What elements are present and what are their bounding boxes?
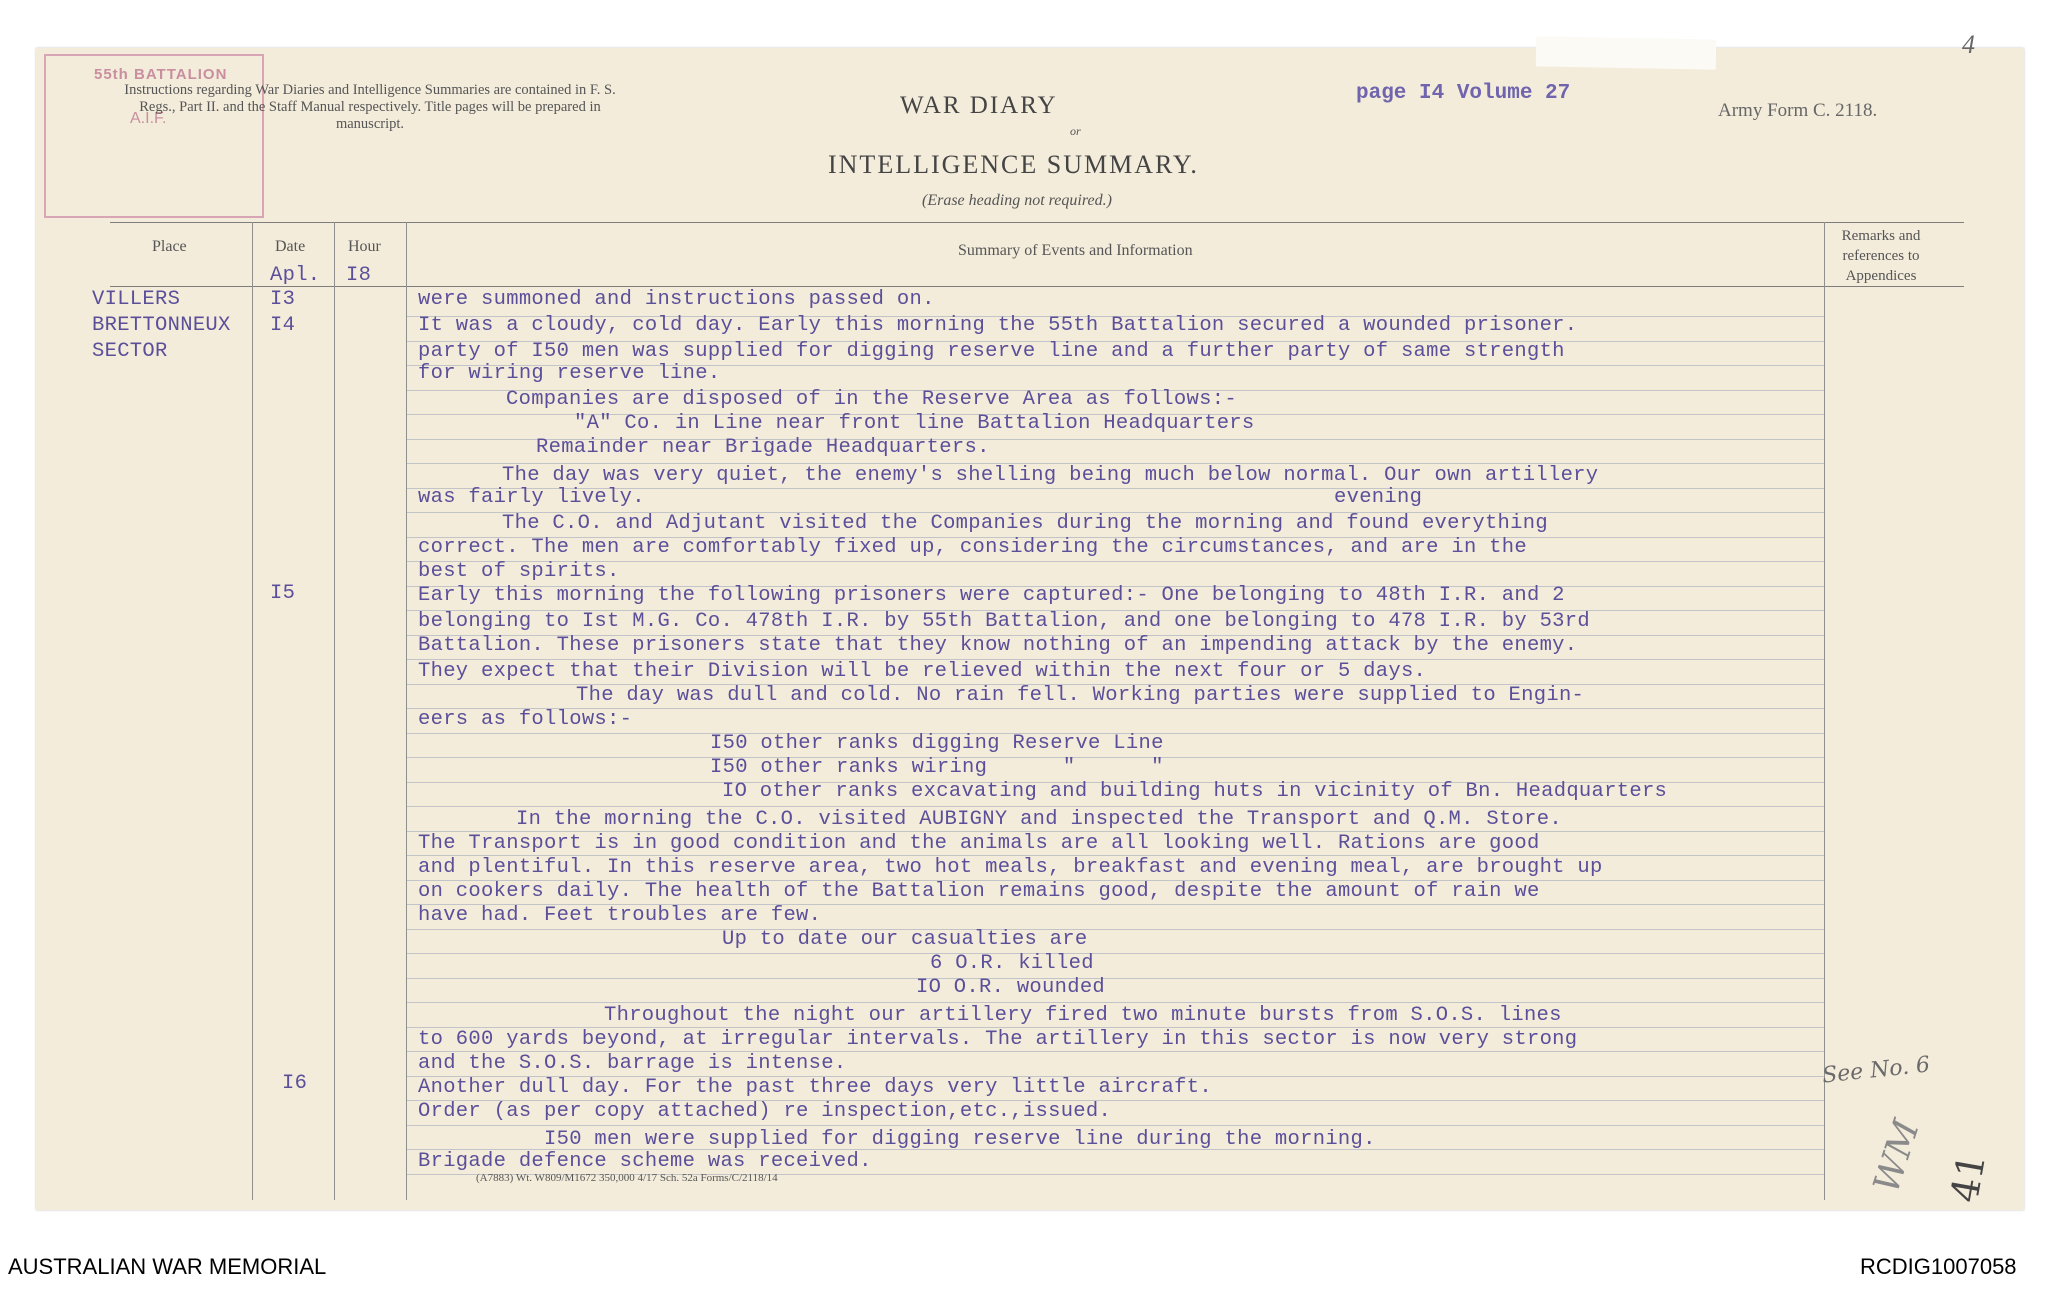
summary-line: best of spirits.: [418, 560, 620, 583]
summary-line: The day was very quiet, the enemy's shelling being much below normal. Our own artillery: [502, 464, 1599, 487]
place-column-header: Place: [152, 238, 187, 255]
summary-line: Remainder near Brigade Headquarters.: [536, 436, 990, 459]
summary-line: Brigade defence scheme was received.: [418, 1150, 872, 1173]
date-entry: I3: [270, 288, 296, 311]
ruled-line: [406, 806, 1824, 807]
ruled-line: [406, 1002, 1824, 1003]
hour-entry: I8: [346, 264, 372, 287]
summary-line: Another dull day. For the past three days very little aircraft.: [418, 1076, 1212, 1099]
remarks-note: See No. 6: [1820, 1052, 1932, 1089]
summary-line: I50 men were supplied for digging reserve line during the morning.: [544, 1128, 1376, 1151]
summary-line: and the S.O.S. barrage is intense.: [418, 1052, 847, 1075]
place-entry: VILLERS: [92, 288, 181, 311]
page-reference: page I4 Volume 27: [1356, 82, 1571, 105]
summary-line: evening: [1334, 486, 1423, 509]
ruled-line: [406, 953, 1824, 954]
summary-line: party of I50 men was supplied for digging reserve line and a further party of same strength: [418, 340, 1565, 363]
summary-line: were summoned and instructions passed on.: [418, 288, 935, 311]
battalion-stamp: [44, 54, 264, 218]
summary-line: Order (as per copy attached) re inspection,etc.,issued.: [418, 1100, 1112, 1123]
place-entry: BRETTONNEUX: [92, 314, 231, 337]
erase-note: (Erase heading not required.): [922, 192, 1112, 209]
ruled-line: [406, 929, 1824, 930]
summary-line: have had. Feet troubles are few.: [418, 904, 822, 927]
footer-left: AUSTRALIAN WAR MEMORIAL: [8, 1254, 327, 1279]
summary-line: Throughout the night our artillery fired two minute bursts from S.O.S. lines: [604, 1004, 1562, 1027]
summary-line: correct. The men are comfortably fixed up, considering the circumstances, and are in the: [418, 536, 1527, 559]
date-entry: I4: [270, 314, 296, 337]
summary-line: They expect that their Division will be relieved within the next four or 5 days.: [418, 660, 1427, 683]
divider-hour-summary: [406, 222, 407, 1200]
summary-line: IO other ranks excavating and building huts in vicinity of Bn. Headquarters: [722, 780, 1668, 803]
date-entry: I5: [270, 582, 296, 605]
summary-line: 6 O.R. killed: [930, 952, 1094, 975]
summary-line: Companies are disposed of in the Reserve Area as follows:-: [506, 388, 1237, 411]
summary-line: The C.O. and Adjutant visited the Companies during the morning and found everything: [502, 512, 1548, 535]
summary-line: was fairly lively.: [418, 486, 645, 509]
summary-line: "A" Co. in Line near front line Battalion Headquarters: [574, 412, 1255, 435]
summary-line: Up to date our casualties are: [722, 928, 1088, 951]
summary-line: I50 other ranks digging Reserve Line: [710, 732, 1164, 755]
date-entry: Apl.: [270, 264, 321, 287]
page-subtitle: INTELLIGENCE SUMMARY.: [828, 150, 1199, 179]
date-column-header: Date: [275, 238, 306, 255]
summary-line: for wiring reserve line.: [418, 362, 721, 385]
stamp-line-1: 55th BATTALION: [94, 66, 228, 83]
summary-line: I50 other ranks wiring " ": [710, 756, 1164, 779]
folio-number: 41: [1942, 1150, 1995, 1206]
divider-summary-remarks: [1824, 222, 1825, 1200]
title-or: or: [1070, 124, 1081, 138]
hour-column-header: Hour: [348, 238, 381, 255]
ruled-line: [406, 978, 1824, 979]
printer-imprint: (A7883) Wt. W809/M1672 350,000 4/17 Sch. 52a Forms/C/2118/14: [476, 1172, 778, 1184]
divider-date-hour: [334, 222, 335, 1200]
initials-signature: WM: [1866, 1115, 1928, 1198]
summary-line: The day was dull and cold. No rain fell. Working parties were supplied to Engin-: [576, 684, 1585, 707]
army-form-number: Army Form C. 2118.: [1718, 100, 1878, 121]
summary-line: Early this morning the following prisoners were captured:- One belonging to 48th I.R. and 2: [418, 584, 1565, 607]
header-rule: [110, 222, 1964, 223]
place-entry: SECTOR: [92, 340, 168, 363]
footer-right: RCDIG1007058: [1860, 1254, 2017, 1279]
summary-line: It was a cloudy, cold day. Early this morning the 55th Battalion secured a wounded prisoner.: [418, 314, 1578, 337]
instructions-note: Instructions regarding War Diaries and Intelligence Summaries are contained in F. S. Regs., Part II. and the Staff Manual respectively. Title pages will be prepared in manuscript.: [124, 82, 616, 132]
summary-line: on cookers daily. The health of the Battalion remains good, despite the amount of rain we: [418, 880, 1540, 903]
summary-line: to 600 yards beyond, at irregular intervals. The artillery in this sector is now very strong: [418, 1028, 1578, 1051]
page-title: WAR DIARY: [900, 92, 1058, 119]
summary-line: Battalion. These prisoners state that they know nothing of an impending attack by the enemy.: [418, 634, 1578, 657]
summary-line: belonging to Ist M.G. Co. 478th I.R. by 55th Battalion, and one belonging to 478 I.R. by 53rd: [418, 610, 1590, 633]
summary-column-header: Summary of Events and Information: [958, 242, 1193, 259]
ruled-line: [406, 1125, 1824, 1126]
summary-line: eers as follows:-: [418, 708, 633, 731]
summary-line: and plentiful. In this reserve area, two hot meals, breakfast and evening meal, are brought up: [418, 856, 1603, 879]
summary-line: The Transport is in good condition and the animals are all looking well. Rations are good: [418, 832, 1540, 855]
column-head-rule: [110, 286, 1964, 287]
summary-line: IO O.R. wounded: [916, 976, 1106, 999]
stamp-line-2: A.I.F.: [130, 110, 167, 127]
summary-line: In the morning the C.O. visited AUBIGNY and inspected the Transport and Q.M. Store.: [516, 808, 1562, 831]
corner-number: 4: [1962, 30, 1975, 59]
remarks-column-header: Remarks and references to Appendices: [1841, 228, 1921, 284]
date-entry: I6: [282, 1072, 308, 1095]
divider-place-date: [252, 222, 253, 1200]
